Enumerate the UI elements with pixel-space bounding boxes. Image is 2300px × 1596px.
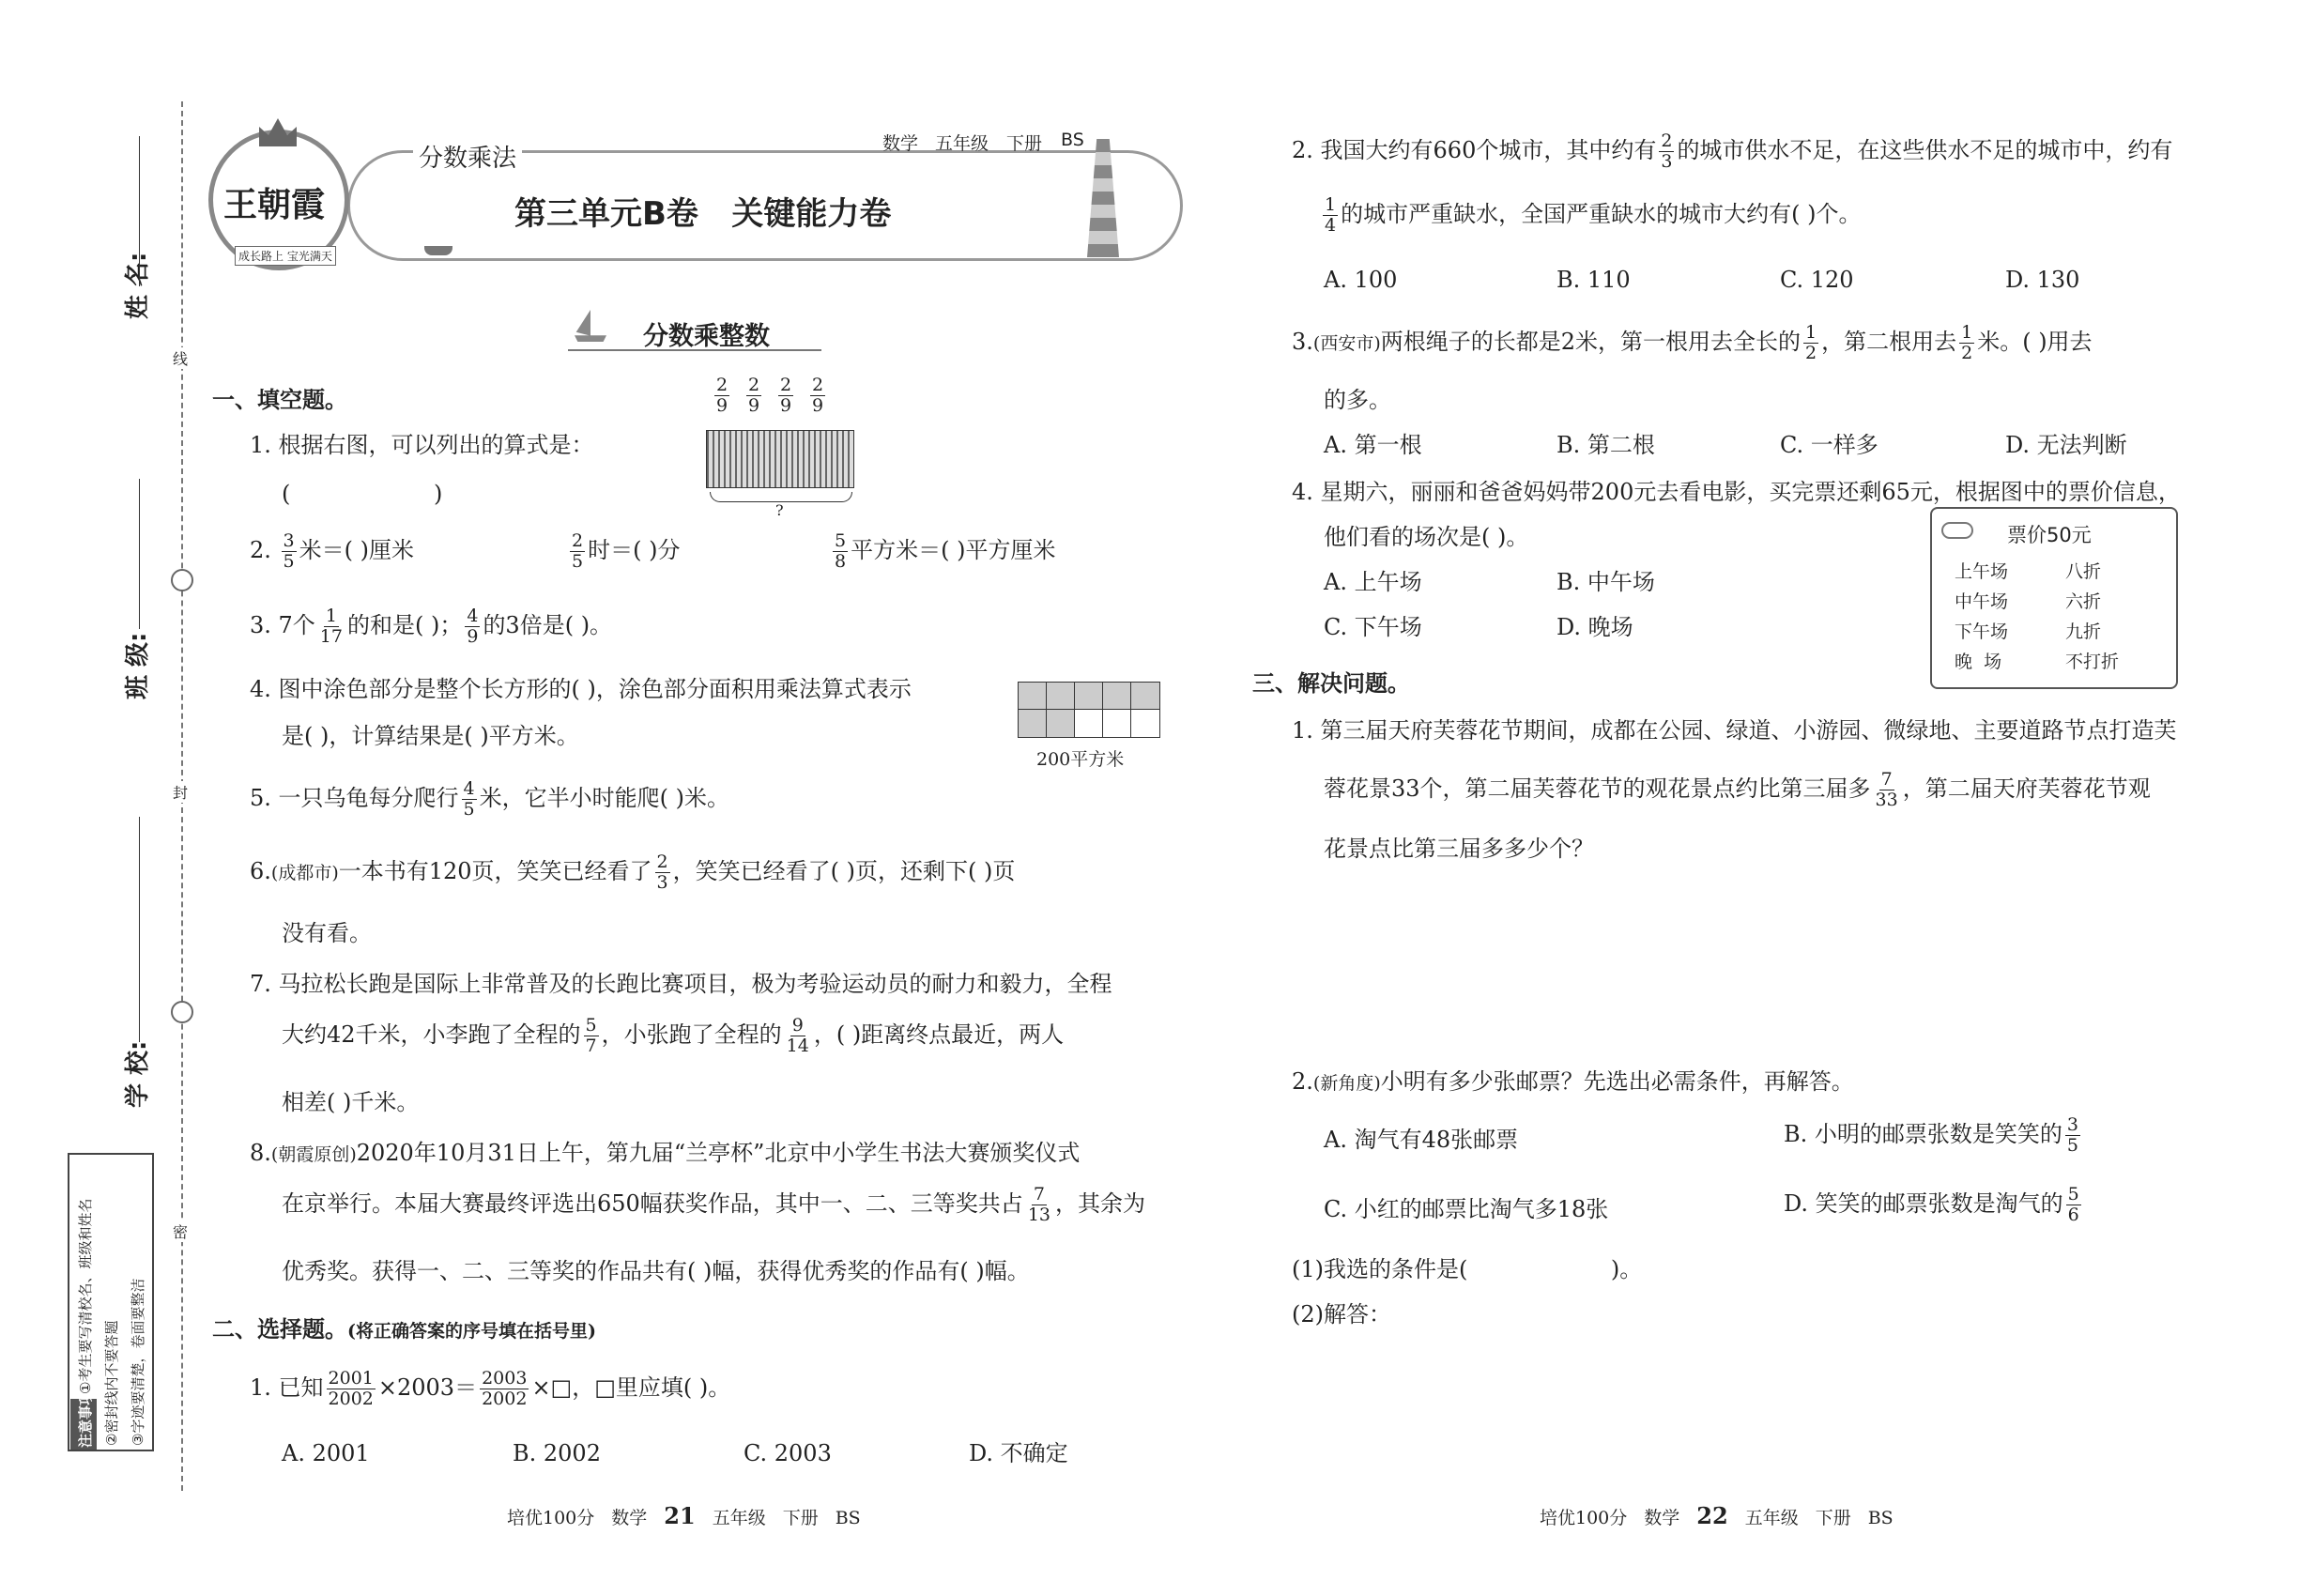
s2-part-1-answer[interactable]: (1)我选的条件是( )。: [1292, 1256, 1643, 1282]
q3-part-1: 3. 7个: [250, 611, 315, 638]
part2-heading-row: [212, 1318, 596, 1341]
frac-den: 4: [1325, 214, 1337, 236]
notice-item-3: ③字迹要清楚，卷面要整洁: [130, 1278, 146, 1446]
c2-part-1: 2. 我国大约有660个城市，其中约有: [1292, 136, 1657, 163]
q2-row-c: [830, 531, 1055, 572]
frac-den: 5: [463, 798, 475, 820]
c3-row-1: [1292, 323, 2093, 363]
frac-den: 13: [1027, 1204, 1050, 1225]
c3-option-b[interactable]: B. 第二根: [1556, 432, 1655, 458]
c4-option-b[interactable]: B. 中午场: [1556, 569, 1655, 595]
c1-part-1: 1. 已知: [250, 1373, 324, 1401]
frac-den: 5: [572, 550, 584, 572]
school-label: 学 校:: [124, 1040, 152, 1108]
seal-mark-feng: 封: [173, 781, 188, 803]
c1-row: [250, 1369, 730, 1409]
c2-part-3: 的城市严重缺水，全国严重缺水的城市大约有( )个。: [1341, 200, 1862, 227]
frac-den: 5: [2066, 1134, 2078, 1156]
s1-part-1: 蓉花景33个，第二届芙蓉花节的观花景点约比第三届多: [1324, 775, 1871, 802]
c3-line-2: 的多。: [1324, 387, 1391, 413]
s2-row-1: [1292, 1070, 1854, 1093]
footer-subject: 数学: [611, 1508, 648, 1528]
c2-option-a[interactable]: A. 100: [1324, 267, 1398, 293]
q1-answer-blank[interactable]: ( ): [282, 481, 443, 507]
section-underline: [568, 349, 821, 351]
frac-num: 1: [1325, 194, 1337, 215]
c2-row-1: [1292, 131, 2172, 172]
q2-row-b: [567, 531, 680, 572]
s2-option-c[interactable]: C. 小红的邮票比淘气多18张: [1324, 1196, 1609, 1222]
c1-part-2: ×2003＝: [377, 1373, 478, 1401]
q2-part-a: 米＝( )厘米: [299, 536, 414, 563]
s2-option-a[interactable]: A. 淘气有48张邮票: [1324, 1127, 1519, 1153]
q6-num: 6.: [250, 857, 271, 884]
q4-line-2: 是( )，计算结果是( )平方米。: [282, 723, 579, 749]
q1-fig-frac-num: 2: [812, 375, 824, 395]
frac-den: 33: [1875, 789, 1898, 810]
frac-num: 1: [1961, 322, 1973, 343]
c1-option-c[interactable]: C. 2003: [744, 1440, 832, 1466]
footer-volume: 下册: [1815, 1508, 1851, 1528]
q7-part-3: ，( )距离终点最近，两人: [813, 1021, 1065, 1048]
ticket-card: [1930, 507, 2178, 689]
ticket-row-1-session: 上午场: [1955, 561, 2009, 582]
seal-circle-1: [171, 569, 193, 591]
q5-part-1: 5. 一只乌龟每分爬行: [250, 784, 459, 811]
q4-figure: [1018, 682, 1160, 738]
frac-num: 5: [835, 530, 847, 551]
q1-fig-frac-num: 2: [748, 375, 760, 395]
q5-row: [250, 779, 729, 820]
q3-part-3: 的3倍是( )。: [483, 611, 613, 638]
seal-circle-2: [171, 1001, 193, 1023]
part2-note: (将正确答案的序号填在括号里): [347, 1321, 596, 1342]
ticket-row-1-discount: 八折: [2065, 561, 2102, 582]
footer-volume: 下册: [782, 1508, 819, 1528]
s2-part-1: 小明有多少张邮票？先选出必需条件，再解答。: [1380, 1068, 1854, 1095]
frac-den: 2: [1961, 342, 1973, 363]
frac-den: 3: [1661, 150, 1673, 172]
notice-item-2: ②密封线内不要答题: [103, 1320, 120, 1446]
q8-line-3: 优秀奖。获得一、二、三等奖的作品共有( )幅，获得优秀奖的作品有( )幅。: [282, 1258, 1030, 1284]
frac-num: 4: [467, 606, 479, 626]
q1-figure: [706, 375, 854, 519]
frac-num: 9: [791, 1015, 804, 1036]
c4-option-a[interactable]: A. 上午场: [1324, 569, 1422, 595]
page-number-left: 21: [664, 1502, 696, 1529]
footer-edition: BS: [835, 1508, 861, 1528]
frac-den: 2002: [482, 1388, 528, 1409]
c1-option-a[interactable]: A. 2001: [282, 1440, 370, 1466]
c4-option-c[interactable]: C. 下午场: [1324, 614, 1422, 640]
c3-part-3: 米。( )用去: [1977, 328, 2093, 355]
q2-row: [250, 531, 414, 572]
brand-name: 王朝霞: [223, 185, 326, 224]
c1-option-b[interactable]: B. 2002: [513, 1440, 601, 1466]
c3-option-c[interactable]: C. 一样多: [1780, 432, 1878, 458]
s2-source: (新角度): [1312, 1073, 1381, 1094]
frac-num: 5: [585, 1015, 597, 1036]
q1-fig-bar: [706, 430, 854, 488]
s2-option-b: B. 小明的邮票张数是笑笑的: [1784, 1120, 2062, 1147]
s1-answer-area[interactable]: [1292, 882, 2174, 1051]
c3-num: 3.: [1292, 328, 1313, 355]
q1-text: 1. 根据右图，可以列出的算式是：: [250, 432, 594, 458]
q4-figure-label: 200平方米: [1036, 749, 1125, 770]
q1-fig-frac-den: 9: [780, 394, 792, 416]
q8-part-2: 在京举行。本届大赛最终评选出650幅获奖作品，其中一、二、三等奖共占: [282, 1189, 1023, 1217]
c2-option-c[interactable]: C. 120: [1780, 267, 1854, 293]
frac-den: 2: [1805, 342, 1817, 363]
q8-row-1: [250, 1142, 1080, 1164]
s2-part-2-answer[interactable]: (2)解答：: [1292, 1301, 1391, 1327]
name-field[interactable]: [139, 136, 140, 286]
frac-num: 3: [283, 530, 295, 551]
c2-option-d[interactable]: D. 130: [2005, 267, 2080, 293]
ticket-row-2-discount: 六折: [2065, 591, 2102, 612]
frac-num: 1: [325, 606, 337, 626]
q6-line-2: 没有看。: [282, 920, 372, 946]
frac-num: 1: [1805, 322, 1817, 343]
c1-option-d[interactable]: D. 不确定: [969, 1440, 1068, 1466]
footer-grade: 五年级: [1744, 1508, 1799, 1528]
ticket-row-3-discount: 九折: [2065, 622, 2102, 642]
s2-option-d: D. 笑笑的邮票张数是淘气的: [1784, 1189, 2063, 1217]
frac-num: 2: [572, 530, 584, 551]
q8-row-2: [282, 1185, 1145, 1225]
q2-part-b: 时＝( )分: [588, 536, 681, 563]
frac-num: 3: [2066, 1114, 2078, 1135]
q8-source: (朝霞原创): [270, 1144, 357, 1165]
frac-num: 4: [463, 778, 475, 799]
section-title: 分数乘整数: [643, 322, 770, 351]
ticket-title: 票价50元: [2007, 524, 2092, 546]
frac-den: 17: [319, 625, 343, 647]
q2-num: 2.: [250, 536, 271, 563]
q8-num: 8.: [250, 1140, 271, 1166]
q7-line-3: 相差( )千米。: [282, 1089, 420, 1115]
c3-option-a[interactable]: A. 第一根: [1324, 432, 1422, 458]
frac-den: 5: [283, 550, 295, 572]
q6-part-1: 一本书有120页，笑笑已经看了: [338, 857, 652, 884]
frac-den: 9: [467, 625, 479, 647]
s1-line-3: 花景点比第三届多多少个？: [1324, 836, 1594, 862]
frac-num: 2: [1661, 130, 1673, 151]
footer-subject: 数学: [1644, 1508, 1680, 1528]
frac-num: 2003: [482, 1368, 528, 1389]
footer-series: 培优100分: [507, 1508, 595, 1528]
notice-item-1: ①考生要写清校名、班级和姓名: [77, 1198, 94, 1394]
s2-option-d-row[interactable]: [1784, 1185, 2084, 1225]
ticket-row-2-session: 中午场: [1955, 591, 2009, 612]
s1-part-2: ，第二届天府芙蓉花节观: [1902, 775, 2151, 802]
seal-mark-mi: 密: [173, 1220, 188, 1242]
q7-line-1: 7. 马拉松长跑是国际上非常普及的长跑比赛项目，极为考验运动员的耐力和毅力，全程: [250, 971, 1112, 997]
q1-fig-frac-den: 9: [812, 394, 824, 416]
q7-part-2: ，小张跑了全程的: [601, 1021, 782, 1048]
meta-volume: 下册: [1006, 133, 1043, 154]
s1-row-2: [1324, 770, 2151, 810]
meta-edition: BS: [1061, 130, 1084, 150]
name-label: 姓 名:: [124, 252, 152, 319]
c4-line-2: 他们看的场次是( )。: [1324, 524, 1529, 550]
frac-den: 2002: [328, 1388, 374, 1409]
frac-num: 5: [2067, 1184, 2079, 1205]
frac-den: 14: [786, 1035, 809, 1056]
part1-heading: 一、填空题。: [212, 387, 347, 413]
frac-num: 7: [1880, 769, 1893, 790]
c3-source: (西安市): [1312, 332, 1381, 354]
brand-slogan: 成长路上 宝光满天: [235, 246, 336, 266]
c2-part-2: 的城市供水不足，在这些供水不足的城市中，约有: [1677, 136, 2173, 163]
frac-den: 6: [2067, 1204, 2079, 1225]
seal-mark-xian: 线: [173, 347, 188, 369]
s1-line-1: 1. 第三届天府芙蓉花节期间，成都在公园、绿道、小游园、微绿地、主要道路节点打造芙: [1292, 717, 2177, 744]
part3-heading: 三、解决问题。: [1252, 670, 1410, 697]
ticket-row-3-session: 下午场: [1955, 622, 2009, 642]
meta-grade: 五年级: [935, 133, 989, 154]
c3-part-2: ，第二根用去: [1821, 328, 1957, 355]
s2-num: 2.: [1292, 1068, 1313, 1095]
q4-line-1: 4. 图中涂色部分是整个长方形的( )，涂色部分面积用乘法算式表示: [250, 676, 912, 702]
frac-den: 7: [585, 1035, 597, 1056]
topic-label: 分数乘法: [413, 146, 522, 171]
frac-num: 2: [656, 852, 668, 872]
footer-left: [507, 1502, 861, 1529]
q1-fig-frac-den: 9: [716, 394, 728, 416]
brand-crown-icon: [259, 118, 297, 146]
c1-part-3: ×□，□里应填( )。: [531, 1373, 731, 1401]
c3-option-d[interactable]: D. 无法判断: [2005, 432, 2127, 458]
footer-edition: BS: [1867, 1508, 1894, 1528]
frac-den: 8: [835, 550, 847, 572]
ticket-row-4-session: 晚 场: [1955, 652, 2002, 672]
q3-part-2: 的和是( )；: [346, 611, 463, 638]
q8-part-3: ，其余为: [1055, 1189, 1145, 1217]
c2-row-2: [1320, 195, 1861, 236]
q1-fig-question: ?: [775, 501, 784, 519]
q7-part-1: 大约42千米，小李跑了全程的: [282, 1021, 581, 1048]
q5-part-2: 米，它半小时能爬( )米。: [479, 784, 729, 811]
c3-part-1: 两根绳子的长都是2米，第一根用去全长的: [1380, 328, 1802, 355]
c4-line-1: 4. 星期六，丽丽和爸爸妈妈带200元去看电影，买完票还剩65元，根据图中的票价信息，: [1292, 479, 2181, 505]
q1-fig-frac-num: 2: [780, 375, 792, 395]
frac-den: 3: [656, 871, 668, 893]
q1-fig-frac-den: 9: [748, 394, 760, 416]
cloud-icon: [1941, 522, 1973, 539]
q8-part-1: 2020年10月31日上午，第九届“兰亭杯”北京中小学生书法大赛颁奖仪式: [356, 1140, 1081, 1166]
school-field[interactable]: [139, 817, 140, 1042]
q7-row-2: [282, 1016, 1064, 1056]
frac-num: 7: [1033, 1184, 1045, 1205]
class-field[interactable]: [139, 479, 140, 629]
page-number-right: 22: [1696, 1502, 1728, 1529]
footer-right: [1540, 1502, 1894, 1529]
c4-option-d[interactable]: D. 晚场: [1556, 614, 1633, 640]
frac-num: 2001: [328, 1368, 374, 1389]
footer-series: 培优100分: [1540, 1508, 1628, 1528]
q6-part-2: ，笑笑已经看了( )页，还剩下( )页: [672, 857, 1016, 884]
q6-row: [250, 852, 1015, 893]
q3-row: [250, 606, 612, 647]
q6-source: (成都市): [270, 862, 339, 883]
ticket-row-4-discount: 不打折: [2065, 652, 2120, 672]
q2-part-c: 平方米＝( )平方厘米: [851, 536, 1056, 563]
part2-heading: 二、选择题。: [212, 1316, 347, 1343]
c2-option-b[interactable]: B. 110: [1556, 267, 1631, 293]
s2-option-b-row[interactable]: [1784, 1115, 2083, 1156]
footer-grade: 五年级: [712, 1508, 766, 1528]
ship-icon: [424, 246, 452, 255]
q1-fig-frac-num: 2: [716, 375, 728, 395]
meta-subject: 数学: [882, 133, 919, 154]
class-label: 班 级:: [124, 632, 152, 699]
page-title: 第三单元B卷 关键能力卷: [514, 195, 892, 233]
sailboat-icon: [575, 310, 606, 342]
notice-title-text: 注意事项: [77, 1390, 94, 1448]
